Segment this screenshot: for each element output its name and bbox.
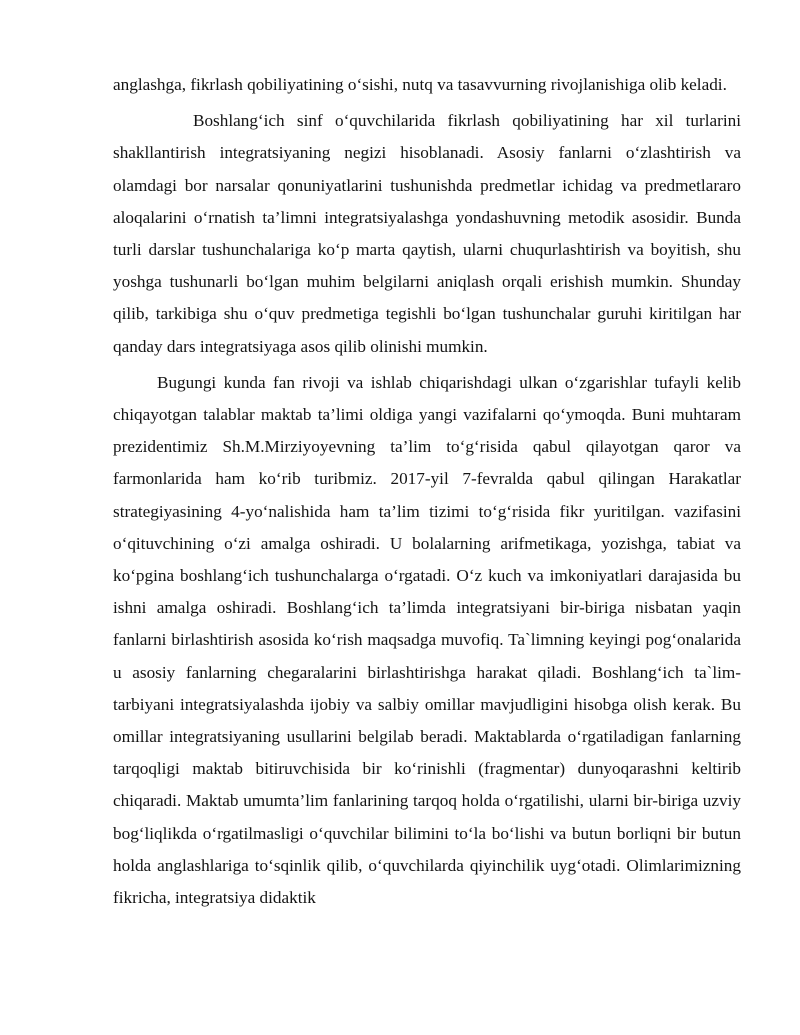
document-page <box>113 69 741 914</box>
paragraph-continuation: anglashga, fikrlash qobiliyatining o‘sishi, nutq va tasavvurning rivojlanishiga olib keladi. <box>113 75 727 94</box>
paragraph-modern-requirements: Bugungi kunda fan rivoji va ishlab chiqarishdagi ulkan o‘zgarishlar tufayli kelib chiqayotgan talablar maktab ta’limi oldiga yangi vazifalarni qo‘ymoqda. Buni muhtaram prezidentimiz Sh.M.Mirziyoyevning ta’lim to‘g‘risida qabul qilayotgan qaror va farmonlarida ham ko‘rib turibmiz. 2017-yil 7-fevralda qabul qilingan Harakatlar strategiyasining 4-yo‘nalishida ham ta’lim tizimi to‘g‘risida fikr yuritilgan. vazifasini o‘qituvchining o‘zi amalga oshiradi. U bolalarning arifmetikaga, yozishga, tabiat va ko‘pgina boshlang‘ich tushunchalarga o‘rgatadi. O‘z kuch va imkoniyatlari darajasida bu ishni amalga oshiradi. Boshlang‘ich ta’limda integratsiyani bir-biriga nisbatan yaqin fanlarni birlashtirish asosida ko‘rish maqsadga muvofiq. Ta`limning keyingi pog‘onalarida u asosiy fanlarning chegaralarini birlashtirishga harakat qiladi. Boshlang‘ich ta`lim-tarbiyani integratsiyalashda ijobiy va salbiy omillar mavjudligini hisobga olish kerak. Bu omillar integratsiyaning usullarini belgilab beradi. Maktablarda o‘rgatiladigan fanlarning tarqoqligi maktab bitiruvchisida bir ko‘rinishli (fragmentar) dunyoqarashni keltirib chiqaradi. Maktab umumta’lim fanlarining tarqoq holda o‘rgatilishi, ularni bir-biriga uzviy bog‘liqlikda o‘rgatilmasligi o‘quvchilar bilimini to‘la bo‘lishi va butun borliqni bir butun holda anglashlariga to‘sqinlik qilib, o‘quvchilarda qiyinchilik uyg‘otadi. Olimlarimizning fikricha, integratsiya didaktik <box>113 372 741 908</box>
paragraph-integration-basis: Boshlang‘ich sinf o‘quvchilarida fikrlash qobiliyatining har xil turlarini shakllantirish integratsiyaning negizi hisoblanadi. Asosiy fanlarni o‘zlashtirish va olamdagi bor narsalar qonuniyatlarini tushunishda predmetlar ichidag va predmetlararo aloqalarini o‘rnatish ta’limni integratsiyalashga yondashuvning metodik asosidir. Bunda turli darslar tushunchalariga ko‘p marta qaytish, ularni chuqurlashtirish va boyitish, shu yoshga tushunarli bo‘lgan muhim belgilarni aniqlash orqali erishish mumkin. Shunday qilib, tarkibiga shu o‘quv predmetiga tegishli bo‘lgan tushunchalar guruhi kiritilgan har qanday dars integratsiyaga asos qilib olinishi mumkin. <box>113 111 741 356</box>
